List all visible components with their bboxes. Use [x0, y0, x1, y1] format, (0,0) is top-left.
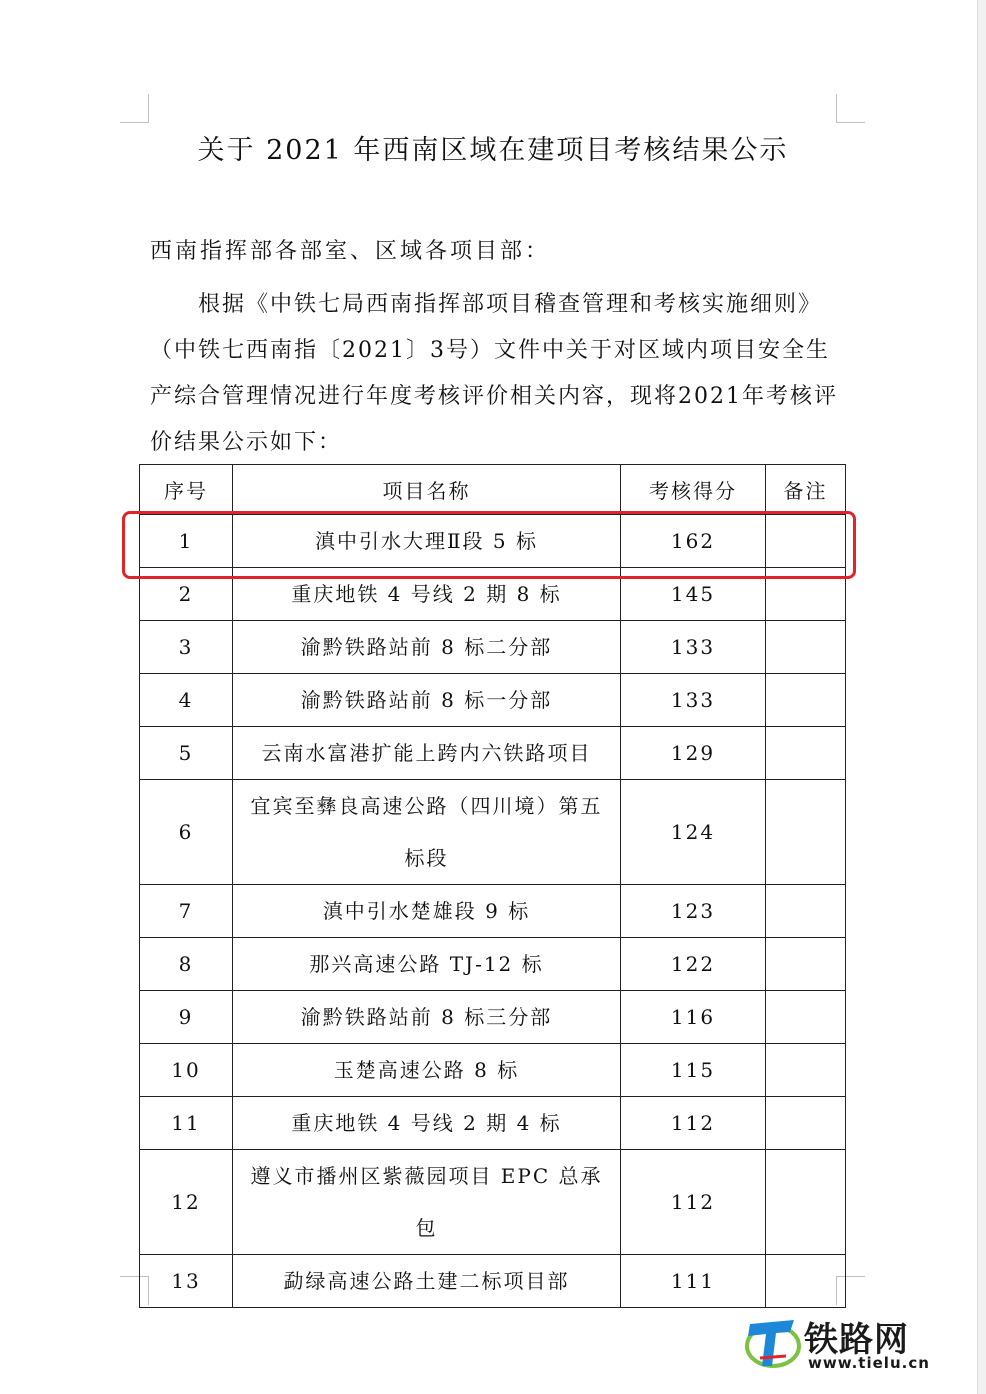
cell-no: 1 [140, 515, 233, 568]
table-row [140, 515, 846, 568]
table-row [140, 727, 846, 780]
cell-note [766, 1097, 846, 1150]
cell-note [766, 1150, 846, 1255]
cell-score: 122 [621, 938, 766, 991]
crop-mark-top-left [120, 94, 149, 123]
cell-score: 124 [621, 780, 766, 885]
table-row [140, 1044, 846, 1097]
cell-score: 123 [621, 885, 766, 938]
cell-note [766, 568, 846, 621]
table-row [140, 991, 846, 1044]
table-row [140, 938, 846, 991]
tielu-watermark[interactable] [742, 1306, 952, 1386]
cell-no: 7 [140, 885, 233, 938]
cell-name: 遵义市播州区紫薇园项目 EPC 总承包 [233, 1150, 621, 1255]
cell-no: 6 [140, 780, 233, 885]
cell-note [766, 938, 846, 991]
cell-name: 宜宾至彝良高速公路（四川境）第五标段 [233, 780, 621, 885]
results-table [139, 464, 846, 1308]
cell-name: 云南水富港扩能上跨内六铁路项目 [233, 727, 621, 780]
cell-score: 112 [621, 1150, 766, 1255]
cell-name: 滇中引水大理Ⅱ段 5 标 [233, 515, 621, 568]
cell-score: 111 [621, 1255, 766, 1308]
table-header-row [140, 465, 846, 515]
table-row [140, 1150, 846, 1255]
cell-note [766, 991, 846, 1044]
cell-name: 勐绿高速公路土建二标项目部 [233, 1255, 621, 1308]
cell-note [766, 515, 846, 568]
table-row [140, 674, 846, 727]
cell-no: 12 [140, 1150, 233, 1255]
cell-score: 112 [621, 1097, 766, 1150]
table-row [140, 1255, 846, 1308]
cell-no: 8 [140, 938, 233, 991]
watermark-brand-text: 铁路网 [804, 1320, 909, 1360]
cell-note [766, 885, 846, 938]
cell-name: 渝黔铁路站前 8 标二分部 [233, 621, 621, 674]
table-row [140, 780, 846, 885]
table-row [140, 621, 846, 674]
table-row [140, 885, 846, 938]
cell-note [766, 727, 846, 780]
cell-name: 玉楚高速公路 8 标 [233, 1044, 621, 1097]
body-paragraph: 根据《中铁七局西南指挥部项目稽查管理和考核实施细则》（中铁七西南指〔2021〕3号）文件中关于对区域内项目安全生产综合管理情况进行年度考核评价相关内容，现将2021年考核评价结果公示如下： [150, 292, 838, 455]
table-row [140, 568, 846, 621]
cell-score: 129 [621, 727, 766, 780]
cell-no: 3 [140, 621, 233, 674]
page-edge [977, 0, 986, 1394]
header-name: 项目名称 [233, 465, 621, 515]
header-no: 序号 [140, 465, 233, 515]
cell-name: 渝黔铁路站前 8 标三分部 [233, 991, 621, 1044]
cell-no: 10 [140, 1044, 233, 1097]
cell-note [766, 1255, 846, 1308]
cell-name: 渝黔铁路站前 8 标一分部 [233, 674, 621, 727]
cell-score: 133 [621, 621, 766, 674]
cell-name: 重庆地铁 4 号线 2 期 8 标 [233, 568, 621, 621]
cell-no: 2 [140, 568, 233, 621]
header-score: 考核得分 [621, 465, 766, 515]
cell-score: 133 [621, 674, 766, 727]
cell-note [766, 780, 846, 885]
cell-no: 11 [140, 1097, 233, 1150]
cell-note [766, 1044, 846, 1097]
cell-no: 9 [140, 991, 233, 1044]
cell-no: 5 [140, 727, 233, 780]
cell-no: 13 [140, 1255, 233, 1308]
cell-score: 162 [621, 515, 766, 568]
greeting-line: 西南指挥部各部室、区域各项目部： [150, 239, 551, 264]
cell-name: 重庆地铁 4 号线 2 期 4 标 [233, 1097, 621, 1150]
table-row [140, 1097, 846, 1150]
cell-score: 145 [621, 568, 766, 621]
watermark-url: www.tielu.cn [808, 1354, 930, 1372]
cell-note [766, 674, 846, 727]
cell-note [766, 621, 846, 674]
cell-score: 116 [621, 991, 766, 1044]
cell-name: 那兴高速公路 TJ-12 标 [233, 938, 621, 991]
cell-no: 4 [140, 674, 233, 727]
cell-name: 滇中引水楚雄段 9 标 [233, 885, 621, 938]
cell-score: 115 [621, 1044, 766, 1097]
crop-mark-top-right [836, 94, 865, 123]
document-title: 关于 2021 年西南区域在建项目考核结果公示 [197, 135, 789, 166]
header-note: 备注 [766, 465, 846, 515]
tielu-logo-icon [742, 1310, 804, 1374]
